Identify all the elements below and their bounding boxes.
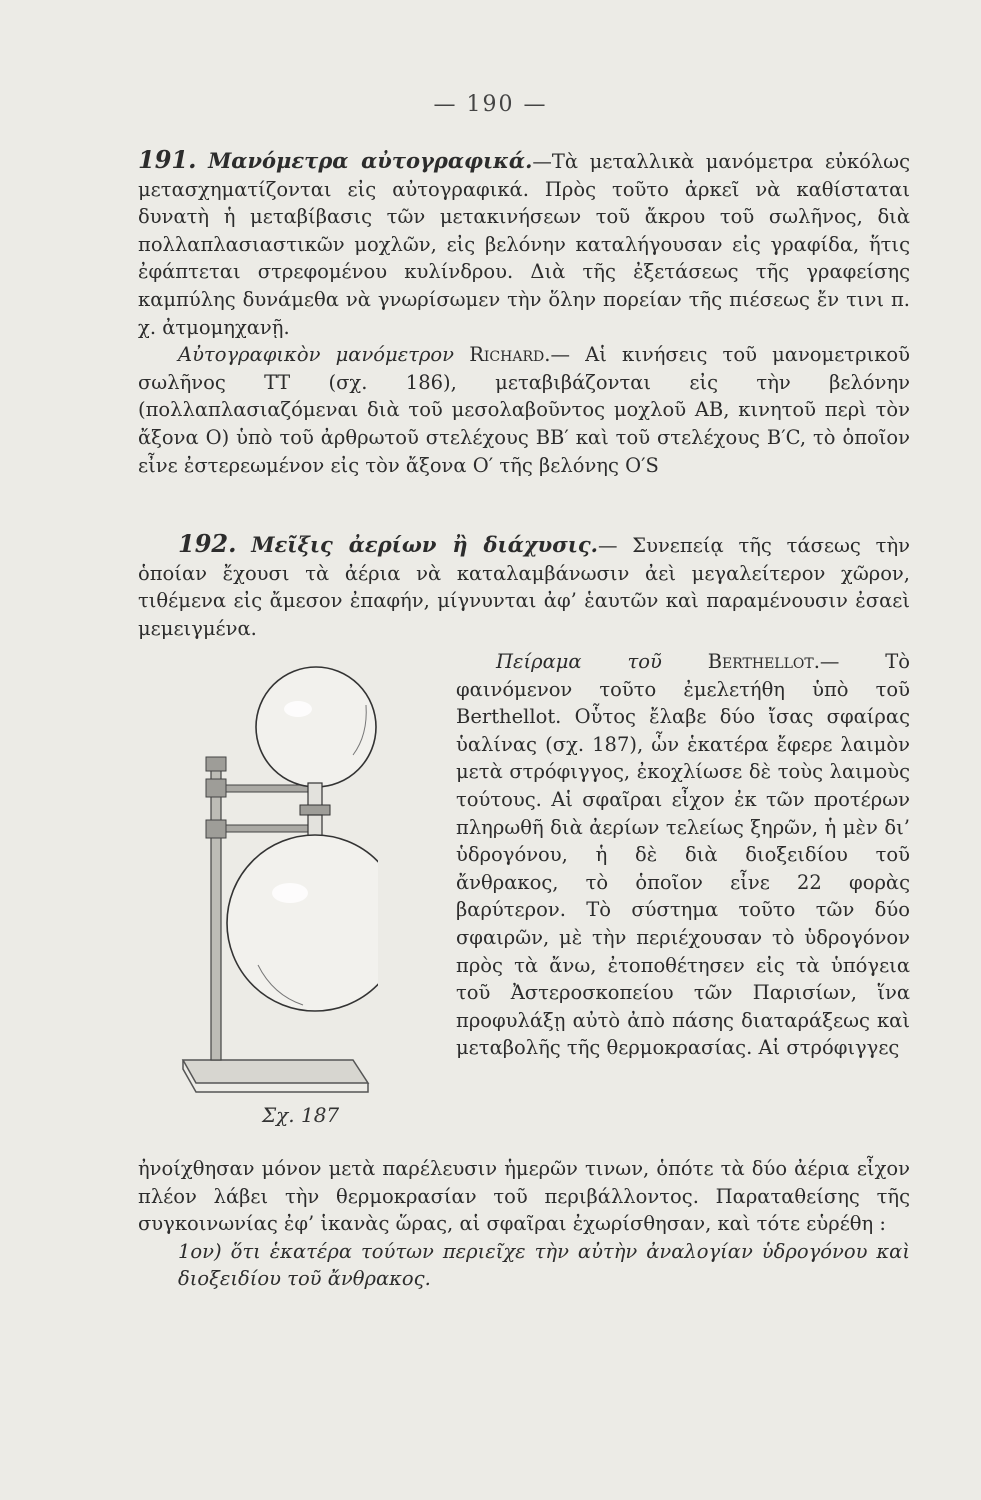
experiment-title: Πείραμα τοῦ: [496, 650, 662, 673]
section-191-number: 191.: [138, 145, 197, 174]
section-192-body: — Συνεπείᾳ τῆς τάσεως τὴν ὁποίαν ἔχουσι τὰ ἀέρια νὰ καταλαμβάνωσιν ἀεὶ μεγαλείτερον χῶρον, τιθέμενα εἰς ἄμεσον ἐπαφήν, μίγνυνται ἀφ’ ἑαυτῶν καὶ παραμένουσιν ἐσαεὶ μεμειγμένα.: [138, 534, 910, 640]
section-192: [138, 530, 910, 642]
subsection-name: Richard.: [469, 343, 551, 367]
subsection-title: Αὐτογραφικὸν μανόμετρον: [178, 343, 455, 367]
section-192-title: Μεῖξις ἀερίων ἢ διάχυσις.: [251, 532, 598, 557]
experiment-name: Berthellot.: [707, 650, 820, 673]
section-191-body: —Τὰ μεταλλικὰ μανόμετρα εὐκόλως μετασχηματίζονται εἰς αὐτογραφικά. Πρὸς τοῦτο ἀρκεῖ νὰ καθίσταται δυνατὴ ἡ μεταβίβασις τῶν μετακινήσεων τοῦ ἄκρου τοῦ σωλῆνος, διὰ πολλαπλασιαστικῶν μοχλῶν, εἰς βελόνην καταλήγουσαν εἰς γραφίδα, ἥτις ἐφάπτεται στρεφομένου κυλίνδρου. Διὰ τῆς ἐξετάσεως τῆς γραφείσης καμπύλης δυνάμεθα νὰ γνωρίσωμεν τὴν ὅλην πορείαν τῆς πιέσεως ἔν τινι π. χ. ἀτμομηχανῇ.: [138, 150, 911, 339]
experiment-continuation: [138, 1155, 910, 1293]
figure-caption: Σχ. 187: [262, 1103, 340, 1127]
experiment-column: [456, 648, 910, 1062]
continuation-text: ἠνοίχθησαν μόνον μετὰ παρέλευσιν ἡμερῶν τινων, ὁπότε τὰ δύο ἀέρια εἶχον πλέον λάβει τὴν θερμοκρασίαν τοῦ περιβάλλοντος. Παραταθείσης τῆς συγκοινωνίας ἐφ’ ἱκανὰς ὥρας, αἱ σφαῖραι ἐχωρίσθησαν, καὶ τότε εὑρέθη :: [138, 1157, 910, 1236]
section-192-number: 192.: [178, 529, 237, 558]
subsection-body: — Αἱ κινήσεις τοῦ μανομετρικοῦ σωλῆνος ΤΤ (σχ. 186), μεταβιβάζονται εἰς τὴν βελόνην (πολλαπλασιαζόμεναι διὰ τοῦ μεσολαβοῦντος μοχλοῦ ΑΒ, κινητοῦ περὶ τὸν ἄξονα Ο) ὑπὸ τοῦ ἀρθρωτοῦ στελέχους ΒΒ′ καὶ τοῦ στελέχους Β′C, τὸ ὁποῖον εἶνε ἐστερεωμένον εἰς τὸν ἄξονα Ο′ τῆς βελόνης Ο′S: [138, 343, 910, 477]
page-number: — 190 —: [433, 92, 548, 117]
section-191-title: Μανόμετρα αὐτογραφικά.: [208, 148, 533, 173]
two-glass-spheres-on-stand-icon: [178, 665, 378, 1095]
section-191: [138, 146, 910, 479]
figure-187: [178, 665, 378, 1095]
result-item: 1ον) ὅτι ἑκατέρα τούτων περιεῖχε τὴν αὐτὴν ἀναλογίαν ὑδρογόνου καὶ διοξειδίου τοῦ ἄνθρακος.: [178, 1239, 910, 1291]
experiment-body: — Τὸ φαινόμενον τοῦτο ἐμελετήθη ὑπὸ τοῦ Berthellot. Οὗτος ἔλαβε δύο ἴσας σφαίρας ὑαλίνας (σχ. 187), ὧν ἑκατέρα ἔφερε λαιμὸν μετὰ στρόφιγγος, ἐκοχλίωσε δὲ τοὺς λαιμοὺς τούτους. Αἱ σφαῖραι εἶχον ἐκ τῶν προτέρων πληρωθῆ διὰ ἀερίων τελείως ξηρῶν, ἡ μὲν δι’ ὑδρογόνου, ἡ δὲ διὰ διοξειδίου τοῦ ἄνθρακος, τὸ ὁποῖον εἶνε 22 φορὰς βαρύτερον. Τὸ σύστημα τοῦτο τῶν δύο σφαιρῶν, μὲ τὴν περιέχουσαν τὸ ὑδρογόνον πρὸς τὰ ἄνω, ἐτοποθέτησεν εἰς τὰ ὑπόγεια τοῦ Ἀστεροσκοπείου τῶν Παρισίων, ἵνα προφυλάξῃ αὐτὸ ἀπὸ πάσης διαταράξεως καὶ μεταβολῆς τῆς θερμοκρασίας. Αἱ στρόφιγγες: [456, 650, 911, 1060]
